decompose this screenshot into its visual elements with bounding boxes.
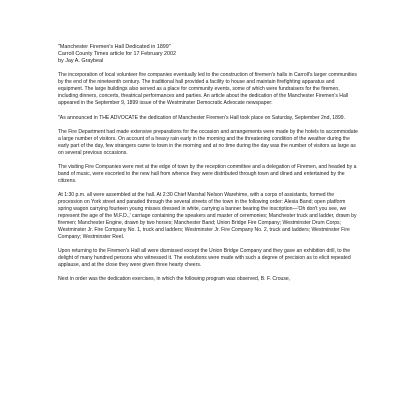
paragraph-intro: The incorporation of local volunteer fire companies eventually led to the construction of firemen's halls in Carroll's larger communities by the end of the nineteenth century. The traditional hall provided a facility to house and maintain firefighting apparatus and equipment. The large buildings also served as a place for community events, some of which were fundraisers for the firemen, including dinners, concerts, theatrical performances and parties. An article about the dedication of the Manchester Firemen's Hall appeared in the September 9, 1899 issue of the Westminster Democratic Advocate newspaper: [58, 72, 357, 107]
article-byline: by Jay A. Graybeal [58, 58, 104, 65]
paragraph-announcement: "As announced in THE ADVOCATE the dedication of Manchester Firemen's Hall took place on Saturday, September 2nd, 1899. [58, 114, 346, 121]
article-source: Carroll County Times article for 17 February 2002 [58, 51, 177, 58]
paragraph-exhibition-drill: Upon returning to the Firemen's Hall all were dismissed except the Union Bridge Company and they gave an exhibition drill, to the delight of many hundred persons who witnessed it. The evolutions were made with such a degree of precision as to elicit repeated applause, and at the close they were given three hearty cheers. [58, 248, 351, 269]
paragraph-preparations: The Fire Department had made extensive preparations for the occasion and arrangements were made by the hotels to accommodate a large number of visitors. On account of a heavy rain early in the morning and the threatening condition of the weather during the early part of the day, few strangers came to town in the morning and at no time during the day was the number of visitors as large as on several previous occasions. [58, 128, 358, 156]
paragraph-visiting-companies: The visiting Fire Companies were met at the edge of town by the reception committee and a delegation of Firemen, and headed by a band of music, were escorted to the new hall from whence they were distributed through town and dined and entertained by the citizens. [58, 163, 357, 184]
paragraph-dedication-exercises: Next in order was the dedication exercises, in which the following program was observed, B. F. Crouse, [58, 276, 291, 283]
article-header [58, 44, 358, 65]
article-title: "Manchester Firemen's Hall Dedicated in 1899" [58, 44, 171, 50]
paragraph-procession: At 1:30 p.m. all were assembled at the hall. At 2:30 Chief Marshal Nelson Warehime, with a corps of assistants, formed the procession on York street and paraded through the several streets of the town in the following order: Alesia Band; open platform spring wagon carrying fourteen young misses dressed in white, carrying a banner bearing the inscription—'Oh don't you see, we represent the age of the M.F.D.,' carriage containing the speakers and master of ceremonies; Manchester truck and ladder, drawn by firemen; Manchester Engine, drawn by two horses; Manchester Band; Union Bridge Fire Company; Westminster Drum Corps; Westminster Jr. Fire Company No. 1, truck and ladders; Westminster Jr. Fire Company No. 2, truck and ladders; Westminster Fire Company; Westminster Reel. [58, 191, 357, 241]
